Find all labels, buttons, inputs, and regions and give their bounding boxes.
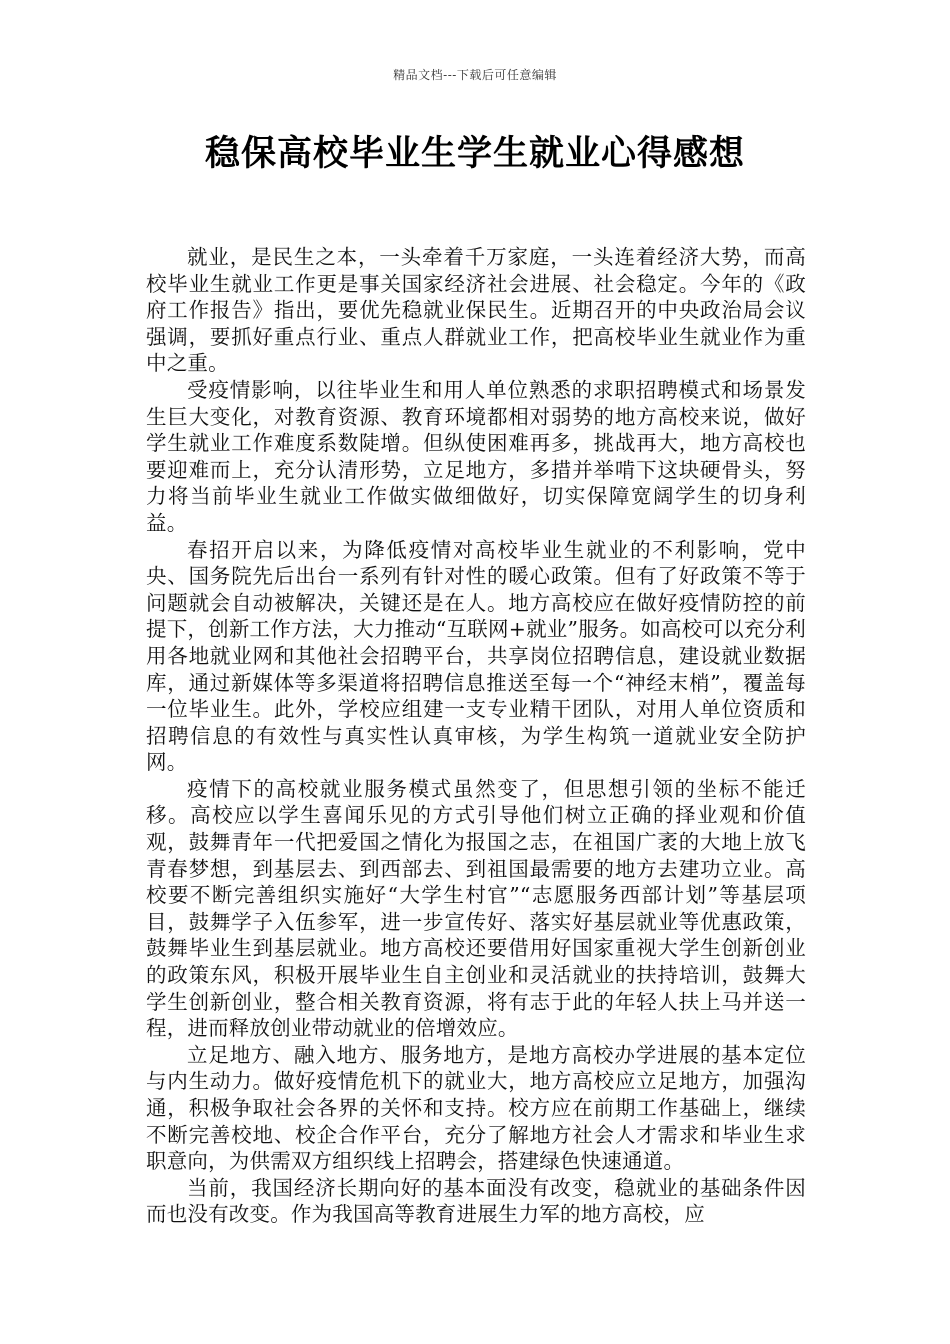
paragraph-4: 疫情下的高校就业服务模式虽然变了，但思想引领的坐标不能迁移。高校应以学生喜闻乐见的方式引导他们树立正确的择业观和价值观，鼓舞青年一代把爱国之情化为报国之志，在祖国广袤的大地上放飞青春梦想，到基层去、到西部去、到祖国最需要的地方去建功立业。高校要不断完善组织实施好“大学生村官”“志愿服务西部计划”等基层项目，鼓舞学子入伍参军，进一步宣传好、落实好基层就业等优惠政策，鼓舞毕业生到基层就业。地方高校还要借用好国家重视大学生创新创业的政策东风，积极开展毕业生自主创业和灵活就业的扶持培训，鼓舞大学生创新创业，整合相关教育资源，将有志于此的年轻人扶上马并送一程，进而释放创业带动就业的倍增效应。 bbox=[146, 776, 806, 1041]
header-note: 精品文档---下载后可任意编辑 bbox=[393, 68, 557, 82]
paragraph-6: 当前，我国经济长期向好的基本面没有改变，稳就业的基础条件因而也没有改变。作为我国高等教育进展生力军的地方高校，应 bbox=[146, 1175, 806, 1227]
paragraph-1: 就业，是民生之本，一头牵着千万家庭，一头连着经济大势，而高校毕业生就业工作更是事关国家经济社会进展、社会稳定。今年的《政府工作报告》指出，要优先稳就业保民生。近期召开的中央政治局会议强调，要抓好重点行业、重点人群就业工作，把高校毕业生就业作为重中之重。 bbox=[146, 245, 806, 376]
paragraph-5: 立足地方、融入地方、服务地方，是地方高校办学进展的基本定位与内生动力。做好疫情危机下的就业大，地方高校应立足地方，加强沟通，积极争取社会各界的关怀和支持。校方应在前期工作基础上，继续不断完善校地、校企合作平台，充分了解地方社会人才需求和毕业生求职意向，为供需双方组织线上招聘会，搭建绿色快速通道。 bbox=[146, 1042, 806, 1174]
paragraph-3: 春招开启以来，为降低疫情对高校毕业生就业的不利影响，党中央、国务院先后出台一系列有针对性的暖心政策。但有了好政策不等于问题就会自动被解决，关键还是在人。地方高校应在做好疫情防控的前提下，创新工作方法，大力推动“互联网+就业”服务。如高校可以充分利用各地就业网和其他社会招聘平台，共享岗位招聘信息，建设就业数据库，通过新媒体等多渠道将招聘信息推送至每一个“神经末梢”，覆盖每一位毕业生。此外，学校应组建一支专业精干团队，对用人单位资质和招聘信息的有效性与真实性认真审核，为学生构筑一道就业安全防护网。 bbox=[146, 537, 806, 775]
document-body bbox=[146, 244, 806, 1228]
document-title: 稳保高校毕业生学生就业心得感想 bbox=[204, 134, 745, 174]
paragraph-2: 受疫情影响，以往毕业生和用人单位熟悉的求职招聘模式和场景发生巨大变化，对教育资源、教育环境都相对弱势的地方高校来说，做好学生就业工作难度系数陡增。但纵使困难再多，挑战再大，地方高校也要迎难而上，充分认清形势，立足地方，多措并举啃下这块硬骨头，努力将当前毕业生就业工作做实做细做好，切实保障宽阔学生的切身利益。 bbox=[146, 377, 806, 535]
